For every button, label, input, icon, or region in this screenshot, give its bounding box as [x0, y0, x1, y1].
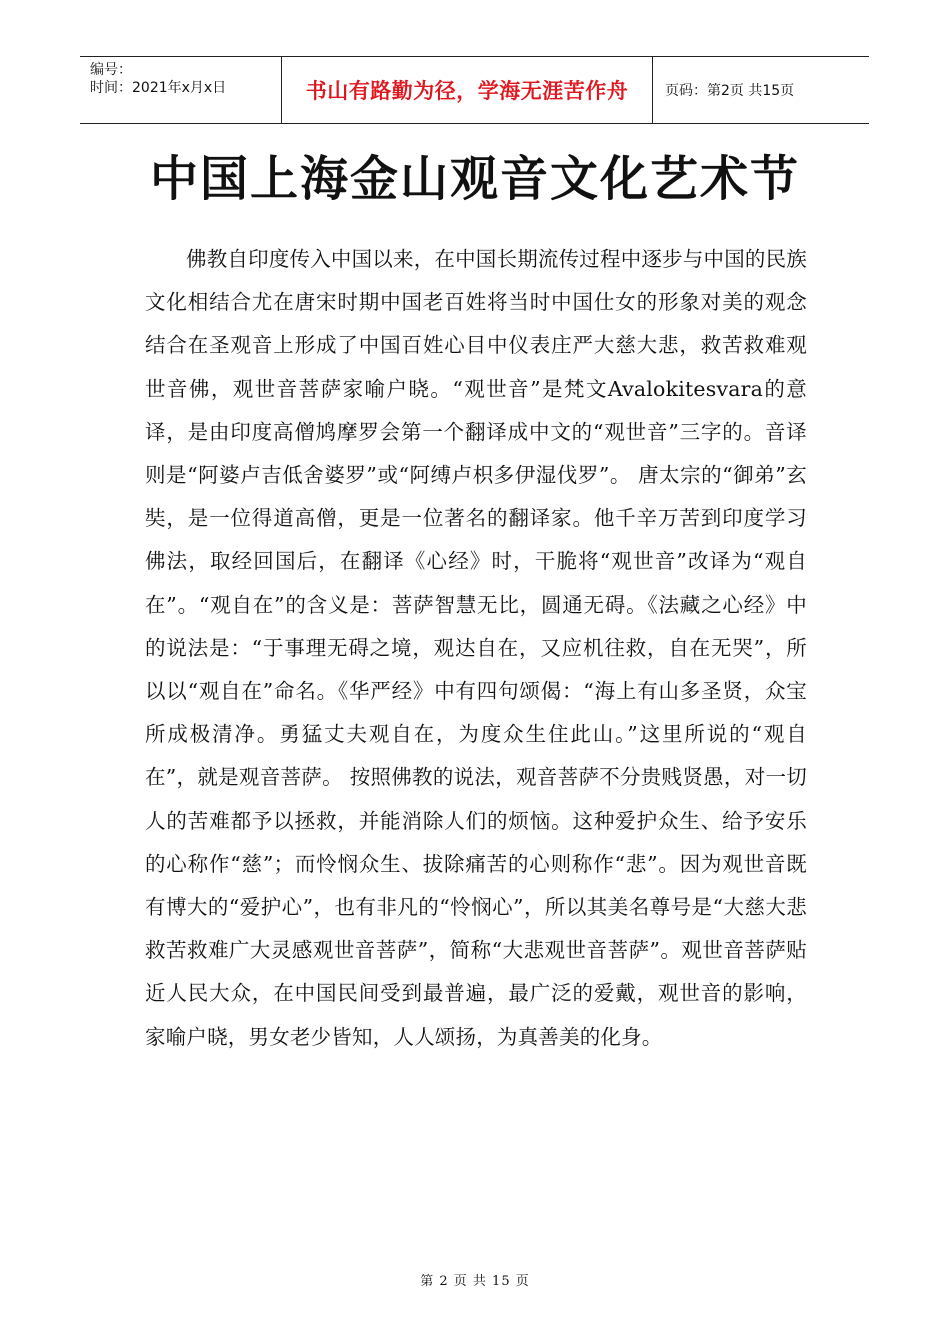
page-title: 中国上海金山观音文化艺术节	[149, 151, 800, 207]
header-motto-cell	[281, 57, 653, 123]
header-motto: 书山有路勤为径，学海无涯苦作舟	[305, 79, 629, 103]
header-meta-cell	[80, 57, 281, 123]
header-page-info: 页码：第2页 共15页	[665, 83, 795, 99]
body-paragraph: 佛教自印度传入中国以来，在中国长期流传过程中逐步与中国的民族文化相结合尤在唐宋时期中国老百姓将当时中国仕女的形象对美的观念结合在圣观音上形成了中国百姓心目中仪表庄严大慈大悲，救苦救难观世音佛，观世音菩萨家喻户晓。“观世音”是梵文Avalokitesvara的意译，是由印度高僧鸠摩罗会第一个翻译成中文的“观世音”三字的。音译则是“阿婆卢吉低舍婆罗”或“阿缚卢枳多伊湿伐罗”。 唐太宗的“御弟”玄奘，是一位得道高僧，更是一位著名的翻译家。他千辛万苦到印度学习佛法，取经回国后，在翻译《心经》时，干脆将“观世音”改译为“观自在”。“观自在”的含义是：菩萨智慧无比，圆通无碍。《法藏之心经》中的说法是：“于事理无碍之境，观达自在，又应机往救，自在无哭”，所以以“观自在”命名。《华严经》中有四句颂偈：“海上有山多圣贤，众宝所成极清净。勇猛丈夫观自在，为度众生住此山。”这里所说的“观自在”，就是观音菩萨。 按照佛教的说法，观音菩萨不分贵贱贤愚，对一切人的苦难都予以拯救，并能消除人们的烦恼。这种爱护众生、给予安乐的心称作“慈”；而怜悯众生、拔除痛苦的心则称作“悲”。因为观世音既有博大的“爱护心”，也有非凡的“怜悯心”，所以其美名尊号是“大慈大悲救苦救难广大灵感观世音菩萨”，简称“大悲观世音菩萨”。观世音菩萨贴近人民大众，在中国民间受到最普遍，最广泛的爱戴，观世音的影响，家喻户晓，男女老少皆知，人人颂扬，为真善美的化身。	[145, 247, 807, 1049]
header-table	[80, 56, 869, 124]
document-time-label: 时间：2021年x月x日	[90, 80, 227, 96]
header-page-cell	[653, 57, 869, 123]
document-number-label: 编号：	[90, 62, 132, 78]
page-footer: 第 2 页 共 15 页	[420, 1274, 530, 1289]
